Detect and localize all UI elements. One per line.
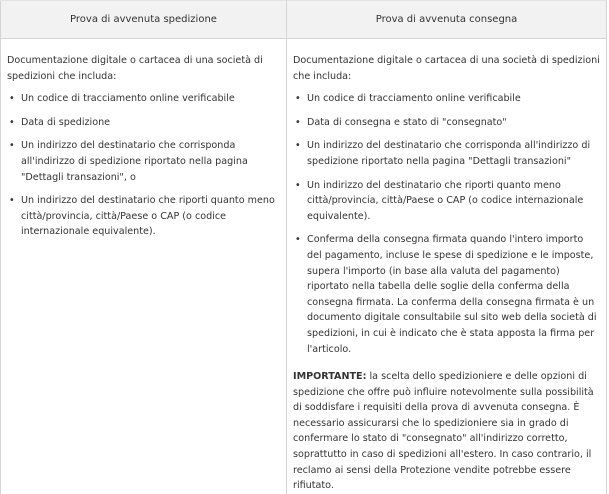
delivery-intro: Documentazione digitale o cartacea di una società di spedizioni che includa:: [293, 55, 600, 82]
delivery-cell: [287, 39, 607, 494]
bullet-icon: •: [9, 195, 15, 207]
list-item: [7, 115, 280, 131]
bullet-icon: •: [295, 179, 301, 191]
bullet-icon: •: [295, 93, 301, 105]
important-text: la scelta dello spedizioniere e delle opzioni di spedizione che offre può influire notevolmente sulla possibilità di soddisfare i requisiti della prova di avvenuta consegna. È necessario assicurarsi che lo spedizioniere sia in grado di confermare lo stato di "consegnato" all'indirizzo corretto, soprattutto in caso di spedizioni all'estero. In caso contrario, il reclamo ai sensi della Protezione vendite potrebbe essere rifiutato.: [293, 371, 594, 492]
list-item: [293, 138, 600, 169]
header-row: [1, 1, 607, 39]
list-item: [293, 115, 600, 131]
list-item: [293, 232, 600, 357]
list-item: [7, 193, 280, 240]
list-item-text: Data di consegna e stato di "consegnato": [307, 116, 507, 128]
list-item-text: Un indirizzo del destinatario che corrisponda all'indirizzo di spedizione riportato nella pagina "Dettagli transazioni": [307, 140, 591, 167]
delivery-requirements-list: [293, 91, 600, 357]
list-item-text: Un indirizzo del destinatario che corrisponda all'indirizzo di spedizione riportato nella pagina "Dettagli transazioni", o: [21, 140, 248, 183]
list-item-text: Un codice di tracciamento online verificabile: [21, 93, 235, 105]
shipping-intro: Documentazione digitale o cartacea di una società di spedizioni che includa:: [7, 55, 263, 82]
bullet-icon: •: [295, 140, 301, 152]
list-item: [293, 178, 600, 225]
shipping-requirements-list: [7, 91, 280, 240]
important-label: IMPORTANTE:: [293, 371, 367, 383]
content-row: [1, 39, 607, 494]
list-item: [7, 138, 280, 185]
shipping-cell: [1, 39, 287, 494]
header-proof-of-shipment: Prova di avvenuta spedizione: [1, 1, 287, 39]
header-proof-of-delivery: Prova di avvenuta consegna: [287, 1, 607, 39]
important-note: [293, 369, 600, 494]
bullet-icon: •: [9, 140, 15, 152]
list-item: [7, 91, 280, 107]
list-item: [293, 91, 600, 107]
bullet-icon: •: [295, 234, 301, 246]
list-item-text: Conferma della consegna firmata quando l'intero importo del pagamento, incluse le spese di spedizione e le imposte, supera l'importo (in base alla valuta del pagamento) riportato nella tabella delle soglie della conferma della consegna firmata. La conferma della consegna firmata è un documento digitale consultabile sul sito web della società di spedizioni, in cui è indicato che è stata apposta la firma per l'articolo.: [307, 234, 597, 355]
bullet-icon: •: [9, 116, 15, 128]
list-item-text: Data di spedizione: [21, 116, 111, 128]
list-item-text: Un indirizzo del destinatario che riporti quanto meno città/provincia, città/Paese o CAP (o codice internazionale equivalente).: [21, 195, 275, 238]
list-item-text: Un indirizzo del destinatario che riporti quanto meno città/provincia, città/Paese o CAP (o codice internazionale equivalente).: [307, 179, 584, 222]
bullet-icon: •: [295, 116, 301, 128]
bullet-icon: •: [9, 93, 15, 105]
list-item-text: Un codice di tracciamento online verificabile: [307, 93, 521, 105]
